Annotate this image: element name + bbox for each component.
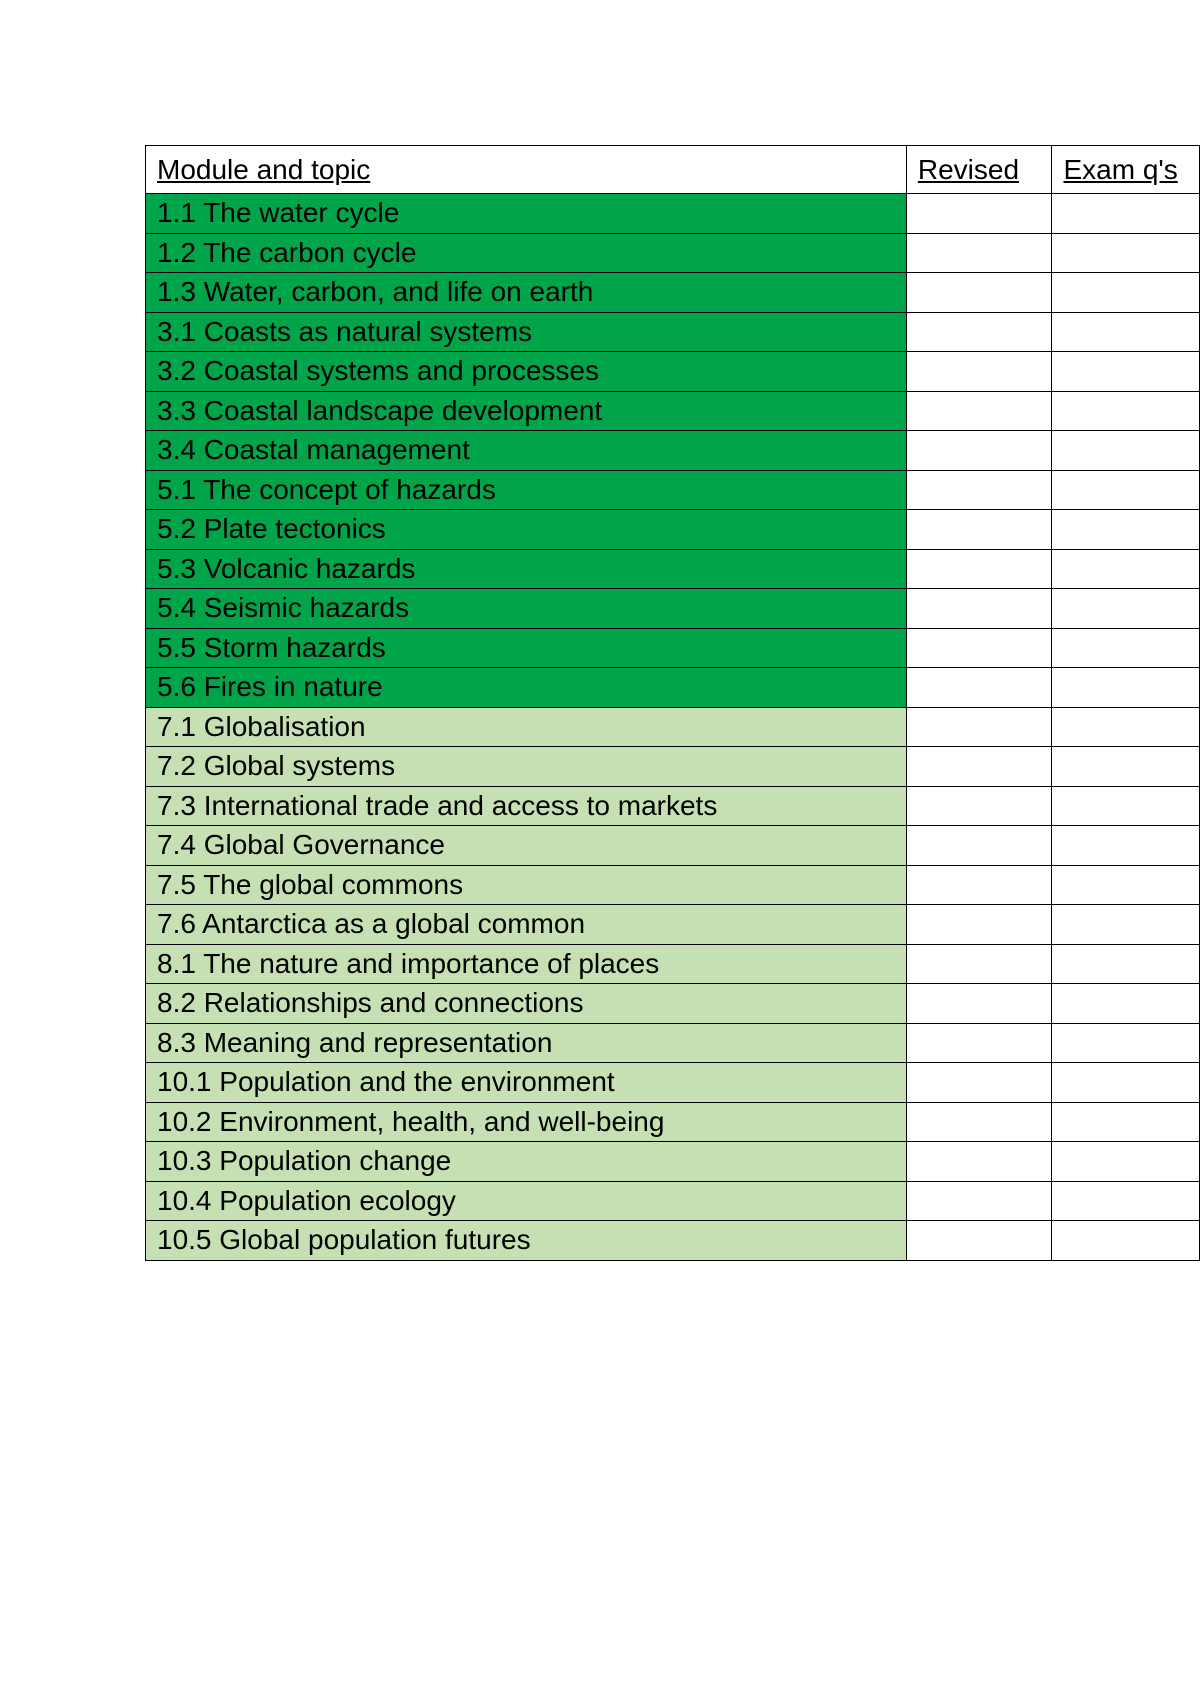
table-row (146, 905, 1200, 945)
table-row (146, 944, 1200, 984)
exam-questions-cell[interactable] (1052, 273, 1200, 313)
topic-cell[interactable]: 8.1 The nature and importance of places (146, 944, 907, 984)
revised-cell[interactable] (906, 747, 1052, 787)
topic-cell[interactable]: 5.3 Volcanic hazards (146, 549, 907, 589)
table-row (146, 826, 1200, 866)
revised-cell[interactable] (906, 589, 1052, 629)
table-row (146, 707, 1200, 747)
revised-cell[interactable] (906, 1102, 1052, 1142)
revised-cell[interactable] (906, 194, 1052, 234)
revised-cell[interactable] (906, 786, 1052, 826)
exam-questions-cell[interactable] (1052, 431, 1200, 471)
table-row (146, 273, 1200, 313)
revised-cell[interactable] (906, 1142, 1052, 1182)
topic-cell[interactable]: 10.4 Population ecology (146, 1181, 907, 1221)
revised-cell[interactable] (906, 865, 1052, 905)
revised-cell[interactable] (906, 628, 1052, 668)
table-row (146, 352, 1200, 392)
revised-cell[interactable] (906, 470, 1052, 510)
table-row (146, 984, 1200, 1024)
revised-cell[interactable] (906, 1221, 1052, 1261)
table-row (146, 1181, 1200, 1221)
exam-questions-cell[interactable] (1052, 865, 1200, 905)
table-row (146, 628, 1200, 668)
exam-questions-cell[interactable] (1052, 668, 1200, 708)
exam-questions-cell[interactable] (1052, 1142, 1200, 1182)
revised-cell[interactable] (906, 668, 1052, 708)
topic-cell[interactable]: 10.3 Population change (146, 1142, 907, 1182)
revised-cell[interactable] (906, 391, 1052, 431)
topic-cell[interactable]: 3.1 Coasts as natural systems (146, 312, 907, 352)
exam-questions-cell[interactable] (1052, 194, 1200, 234)
revised-cell[interactable] (906, 352, 1052, 392)
table-row (146, 1063, 1200, 1103)
exam-questions-cell[interactable] (1052, 510, 1200, 550)
table-row (146, 1102, 1200, 1142)
table-body (146, 146, 1200, 1261)
exam-questions-cell[interactable] (1052, 1023, 1200, 1063)
revised-cell[interactable] (906, 826, 1052, 866)
table-row (146, 865, 1200, 905)
exam-questions-cell[interactable] (1052, 905, 1200, 945)
revised-cell[interactable] (906, 1023, 1052, 1063)
table-row (146, 1221, 1200, 1261)
revised-cell[interactable] (906, 549, 1052, 589)
header-revised: Revised (906, 146, 1052, 194)
topic-cell[interactable]: 7.2 Global systems (146, 747, 907, 787)
topic-cell[interactable]: 3.3 Coastal landscape development (146, 391, 907, 431)
topic-cell[interactable]: 5.1 The concept of hazards (146, 470, 907, 510)
table-row (146, 668, 1200, 708)
topic-cell[interactable]: 5.2 Plate tectonics (146, 510, 907, 550)
exam-questions-cell[interactable] (1052, 628, 1200, 668)
exam-questions-cell[interactable] (1052, 786, 1200, 826)
exam-questions-cell[interactable] (1052, 352, 1200, 392)
header-exam-questions: Exam q's (1052, 146, 1200, 194)
topic-cell[interactable]: 7.4 Global Governance (146, 826, 907, 866)
revised-cell[interactable] (906, 984, 1052, 1024)
table-row (146, 470, 1200, 510)
topic-cell[interactable]: 10.1 Population and the environment (146, 1063, 907, 1103)
revised-cell[interactable] (906, 510, 1052, 550)
revised-cell[interactable] (906, 1181, 1052, 1221)
exam-questions-cell[interactable] (1052, 470, 1200, 510)
exam-questions-cell[interactable] (1052, 747, 1200, 787)
table-row (146, 510, 1200, 550)
table-row (146, 786, 1200, 826)
table-row (146, 233, 1200, 273)
table-row (146, 1142, 1200, 1182)
revised-cell[interactable] (906, 1063, 1052, 1103)
exam-questions-cell[interactable] (1052, 984, 1200, 1024)
exam-questions-cell[interactable] (1052, 1063, 1200, 1103)
exam-questions-cell[interactable] (1052, 707, 1200, 747)
table-row (146, 589, 1200, 629)
topic-cell[interactable]: 7.3 International trade and access to markets (146, 786, 907, 826)
exam-questions-cell[interactable] (1052, 1181, 1200, 1221)
revised-cell[interactable] (906, 431, 1052, 471)
revision-checklist-table (145, 145, 1200, 1261)
exam-questions-cell[interactable] (1052, 1221, 1200, 1261)
table-row (146, 194, 1200, 234)
topic-cell[interactable]: 10.2 Environment, health, and well-being (146, 1102, 907, 1142)
topic-cell[interactable]: 3.4 Coastal management (146, 431, 907, 471)
topic-cell[interactable]: 1.2 The carbon cycle (146, 233, 907, 273)
topic-cell[interactable]: 7.1 Globalisation (146, 707, 907, 747)
table-row (146, 391, 1200, 431)
revised-cell[interactable] (906, 233, 1052, 273)
header-row (146, 146, 1200, 194)
topic-cell[interactable]: 10.5 Global population futures (146, 1221, 907, 1261)
table-row (146, 431, 1200, 471)
exam-questions-cell[interactable] (1052, 826, 1200, 866)
topic-cell[interactable]: 5.5 Storm hazards (146, 628, 907, 668)
exam-questions-cell[interactable] (1052, 233, 1200, 273)
exam-questions-cell[interactable] (1052, 549, 1200, 589)
topic-cell[interactable]: 1.1 The water cycle (146, 194, 907, 234)
topic-cell[interactable]: 5.4 Seismic hazards (146, 589, 907, 629)
topic-cell[interactable]: 8.2 Relationships and connections (146, 984, 907, 1024)
topic-cell[interactable]: 8.3 Meaning and representation (146, 1023, 907, 1063)
exam-questions-cell[interactable] (1052, 944, 1200, 984)
topic-cell[interactable]: 3.2 Coastal systems and processes (146, 352, 907, 392)
topic-cell[interactable]: 7.5 The global commons (146, 865, 907, 905)
exam-questions-cell[interactable] (1052, 391, 1200, 431)
table-row (146, 549, 1200, 589)
revised-cell[interactable] (906, 273, 1052, 313)
header-module-and-topic: Module and topic (146, 146, 907, 194)
topic-cell[interactable]: 7.6 Antarctica as a global common (146, 905, 907, 945)
exam-questions-cell[interactable] (1052, 312, 1200, 352)
table-row (146, 747, 1200, 787)
topic-cell[interactable]: 1.3 Water, carbon, and life on earth (146, 273, 907, 313)
topic-cell[interactable]: 5.6 Fires in nature (146, 668, 907, 708)
exam-questions-cell[interactable] (1052, 589, 1200, 629)
table-row (146, 1023, 1200, 1063)
revised-cell[interactable] (906, 905, 1052, 945)
revised-cell[interactable] (906, 707, 1052, 747)
revised-cell[interactable] (906, 944, 1052, 984)
exam-questions-cell[interactable] (1052, 1102, 1200, 1142)
table-row (146, 312, 1200, 352)
revised-cell[interactable] (906, 312, 1052, 352)
